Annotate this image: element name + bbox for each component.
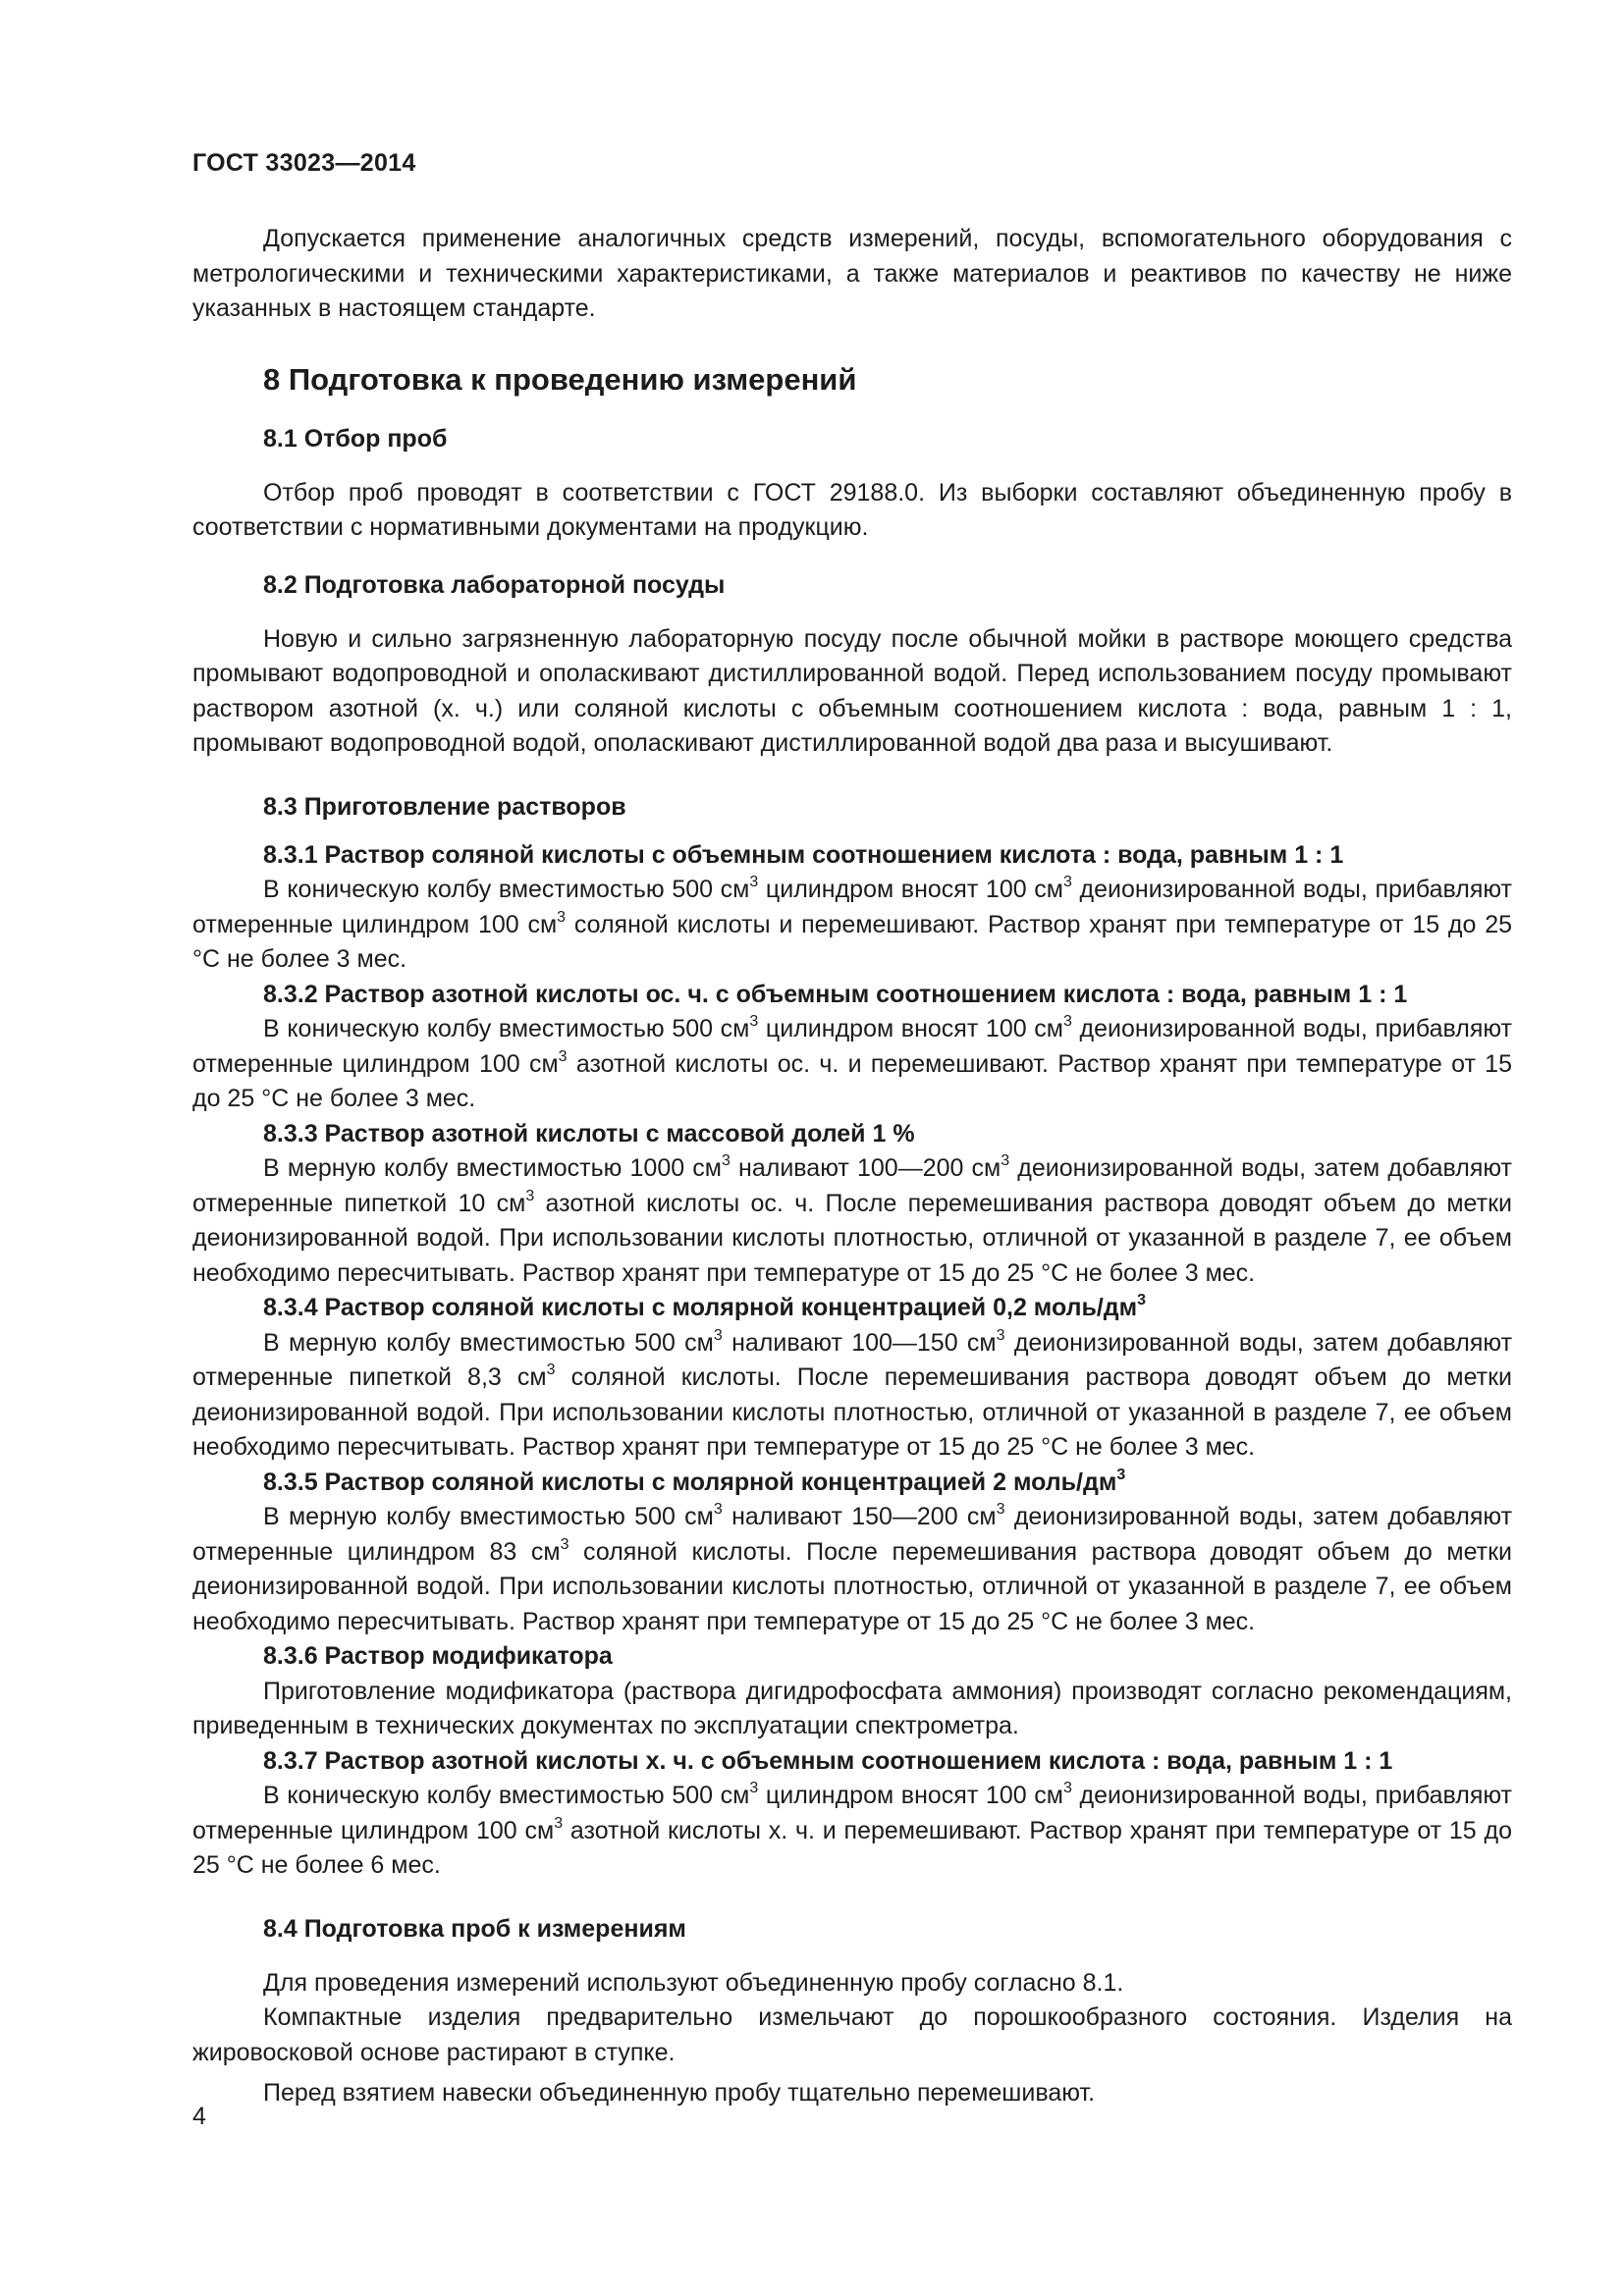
section-8-3-6-title: 8.3.6 Раствор модификатора — [263, 1642, 613, 1670]
section-8-3-3-title: 8.3.3 Раствор азотной кислоты с массовой долей 1 % — [263, 1119, 915, 1148]
section-8-3-2-title: 8.3.2 Раствор азотной кислоты ос. ч. с объемным соотношением кислота : вода, равным 1 : 1 — [263, 980, 1408, 1008]
section-8-1-text: Отбор проб проводят в соответствии с ГОСТ 29188.0. Из выборки составляют объединенную пробу в соответствии с нормативными документами на продукцию. — [192, 478, 1512, 541]
section-8-2-title: 8.2 Подготовка лабораторной посуды — [263, 570, 726, 599]
section-8-3-2-text: В коническую колбу вместимостью 500 $см^3$ цилиндром вносят 100 $см^3$ деионизированной воды, прибавляют отмеренные цилиндром 100 $см^3$ азотной кислоты ос. ч. и перемешивают. Раствор хранят при температуре от 15 до 25 °С не более 3 мес. — [192, 1013, 1513, 1112]
section-8-3-3-text: В мерную колбу вместимостью 1000 $см^3$ наливают 100—200 $см^3$ деионизированной воды, затем добавляют отмеренные пипеткой 10 $см^3$ азотной кислоты ос. ч. После перемешивания раствора доводят объем до метки деионизированной водой. При использовании кислоты плотностью, отличной от указанной в разделе 7, ее объем необходимо пересчитывать. Раствор хранят при температуре от 15 до 25 °С не более 3 мес. — [192, 1152, 1513, 1287]
section-8-3-6-text: Приготовление модификатора (раствора дигидрофосфата аммония) производят согласно рекомендациям, приведенным в технических документах по эксплуатации спектрометра. — [192, 1677, 1512, 1739]
section-8-2-text: Новую и сильно загрязненную лабораторную посуду после обычной мойки в растворе моющего средства промывают водопроводной и ополаскивают дистиллированной водой. Перед использованием посуду промывают раствором азотной (х. ч.) или соляной кислоты с объемным соотношением кислота : вода, равным 1 : 1, промывают водопроводной водой, ополаскивают дистиллированной водой два раза и высушивают. — [192, 624, 1512, 757]
page-content — [192, 222, 1512, 2111]
section-8-3-4-text: В мерную колбу вместимостью 500 $см^3$ наливают 100—150 $см^3$ деионизированной воды, затем добавляют отмеренные пипеткой 8,3 $см^3$ соляной кислоты. После перемешивания раствора доводят объем до метки деионизированной водой. При использовании кислоты плотностью, отличной от указанной в разделе 7, ее объем необходимо пересчитывать. Раствор хранят при температуре от 15 до 25 °С не более 3 мес. — [192, 1326, 1513, 1461]
section-8-3-title: 8.3 Приготовление растворов — [263, 792, 626, 821]
section-8-3-7-title: 8.3.7 Раствор азотной кислоты х. ч. с объемным соотношением кислота : вода, равным 1 : 1 — [263, 1746, 1393, 1775]
section-8-4-title: 8.4 Подготовка проб к измерениям — [263, 1914, 686, 1943]
section-8-4-paragraph-1: Для проведения измерений используют объединенную пробу согласно 8.1. — [263, 1968, 1124, 1997]
section-8-4-paragraph-3: Перед взятием навески объединенную пробу тщательно перемешивают. — [263, 2079, 1096, 2107]
section-8-3-1-text: В коническую колбу вместимостью 500 $см^3$ цилиндром вносят 100 $см^3$ деионизированной воды, прибавляют отмеренные цилиндром 100 $см^3$ соляной кислоты и перемешивают. Раствор хранят при температуре от 15 до 25 °С не более 3 мес. — [192, 874, 1513, 973]
section-8-3-4-title: 8.3.4 Раствор соляной кислоты с молярной концентрацией 0,2 моль/$дм^3$ — [263, 1292, 1147, 1321]
intro-paragraph: Допускается применение аналогичных средств измерений, посуды, вспомогательного оборудования с метрологическими и техническими характеристиками, а также материалов и реактивов по качеству не ниже указанных в настоящем стандарте. — [192, 225, 1512, 322]
section-8-3-5-text: В мерную колбу вместимостью 500 $см^3$ наливают 150—200 $см^3$ деионизированной воды, затем добавляют отмеренные цилиндром 83 $см^3$ соляной кислоты. После перемешивания раствора доводят объем до метки деионизированной водой. При использовании кислоты плотностью, отличной от указанной в разделе 7, ее объем необходимо пересчитывать. Раствор хранят при температуре от 15 до 25 °С не более 3 мес. — [192, 1501, 1513, 1635]
section-8-3-1-title: 8.3.1 Раствор соляной кислоты с объемным соотношением кислота : вода, равным 1 : 1 — [263, 840, 1344, 869]
section-8-1-title: 8.1 Отбор проб — [263, 424, 448, 453]
section-8-title: 8 Подготовка к проведению измерений — [263, 361, 857, 397]
section-8-4-paragraph-2: Компактные изделия предварительно измельчают до порошкообразного состояния. Изделия на жировосковой основе растирают в ступке. — [192, 2003, 1512, 2066]
standard-header: ГОСТ 33023—2014 — [192, 149, 416, 177]
section-8-3-5-title: 8.3.5 Раствор соляной кислоты с молярной концентрацией 2 моль/$дм^3$ — [263, 1466, 1126, 1496]
section-8-3-7-text: В коническую колбу вместимостью 500 $см^3$ цилиндром вносят 100 $см^3$ деионизированной воды, прибавляют отмеренные цилиндром 100 $см^3$ азотной кислоты х. ч. и перемешивают. Раствор хранят при температуре от 15 до 25 °С не более 6 мес. — [192, 1780, 1513, 1879]
page-number: 4 — [192, 2103, 206, 2130]
